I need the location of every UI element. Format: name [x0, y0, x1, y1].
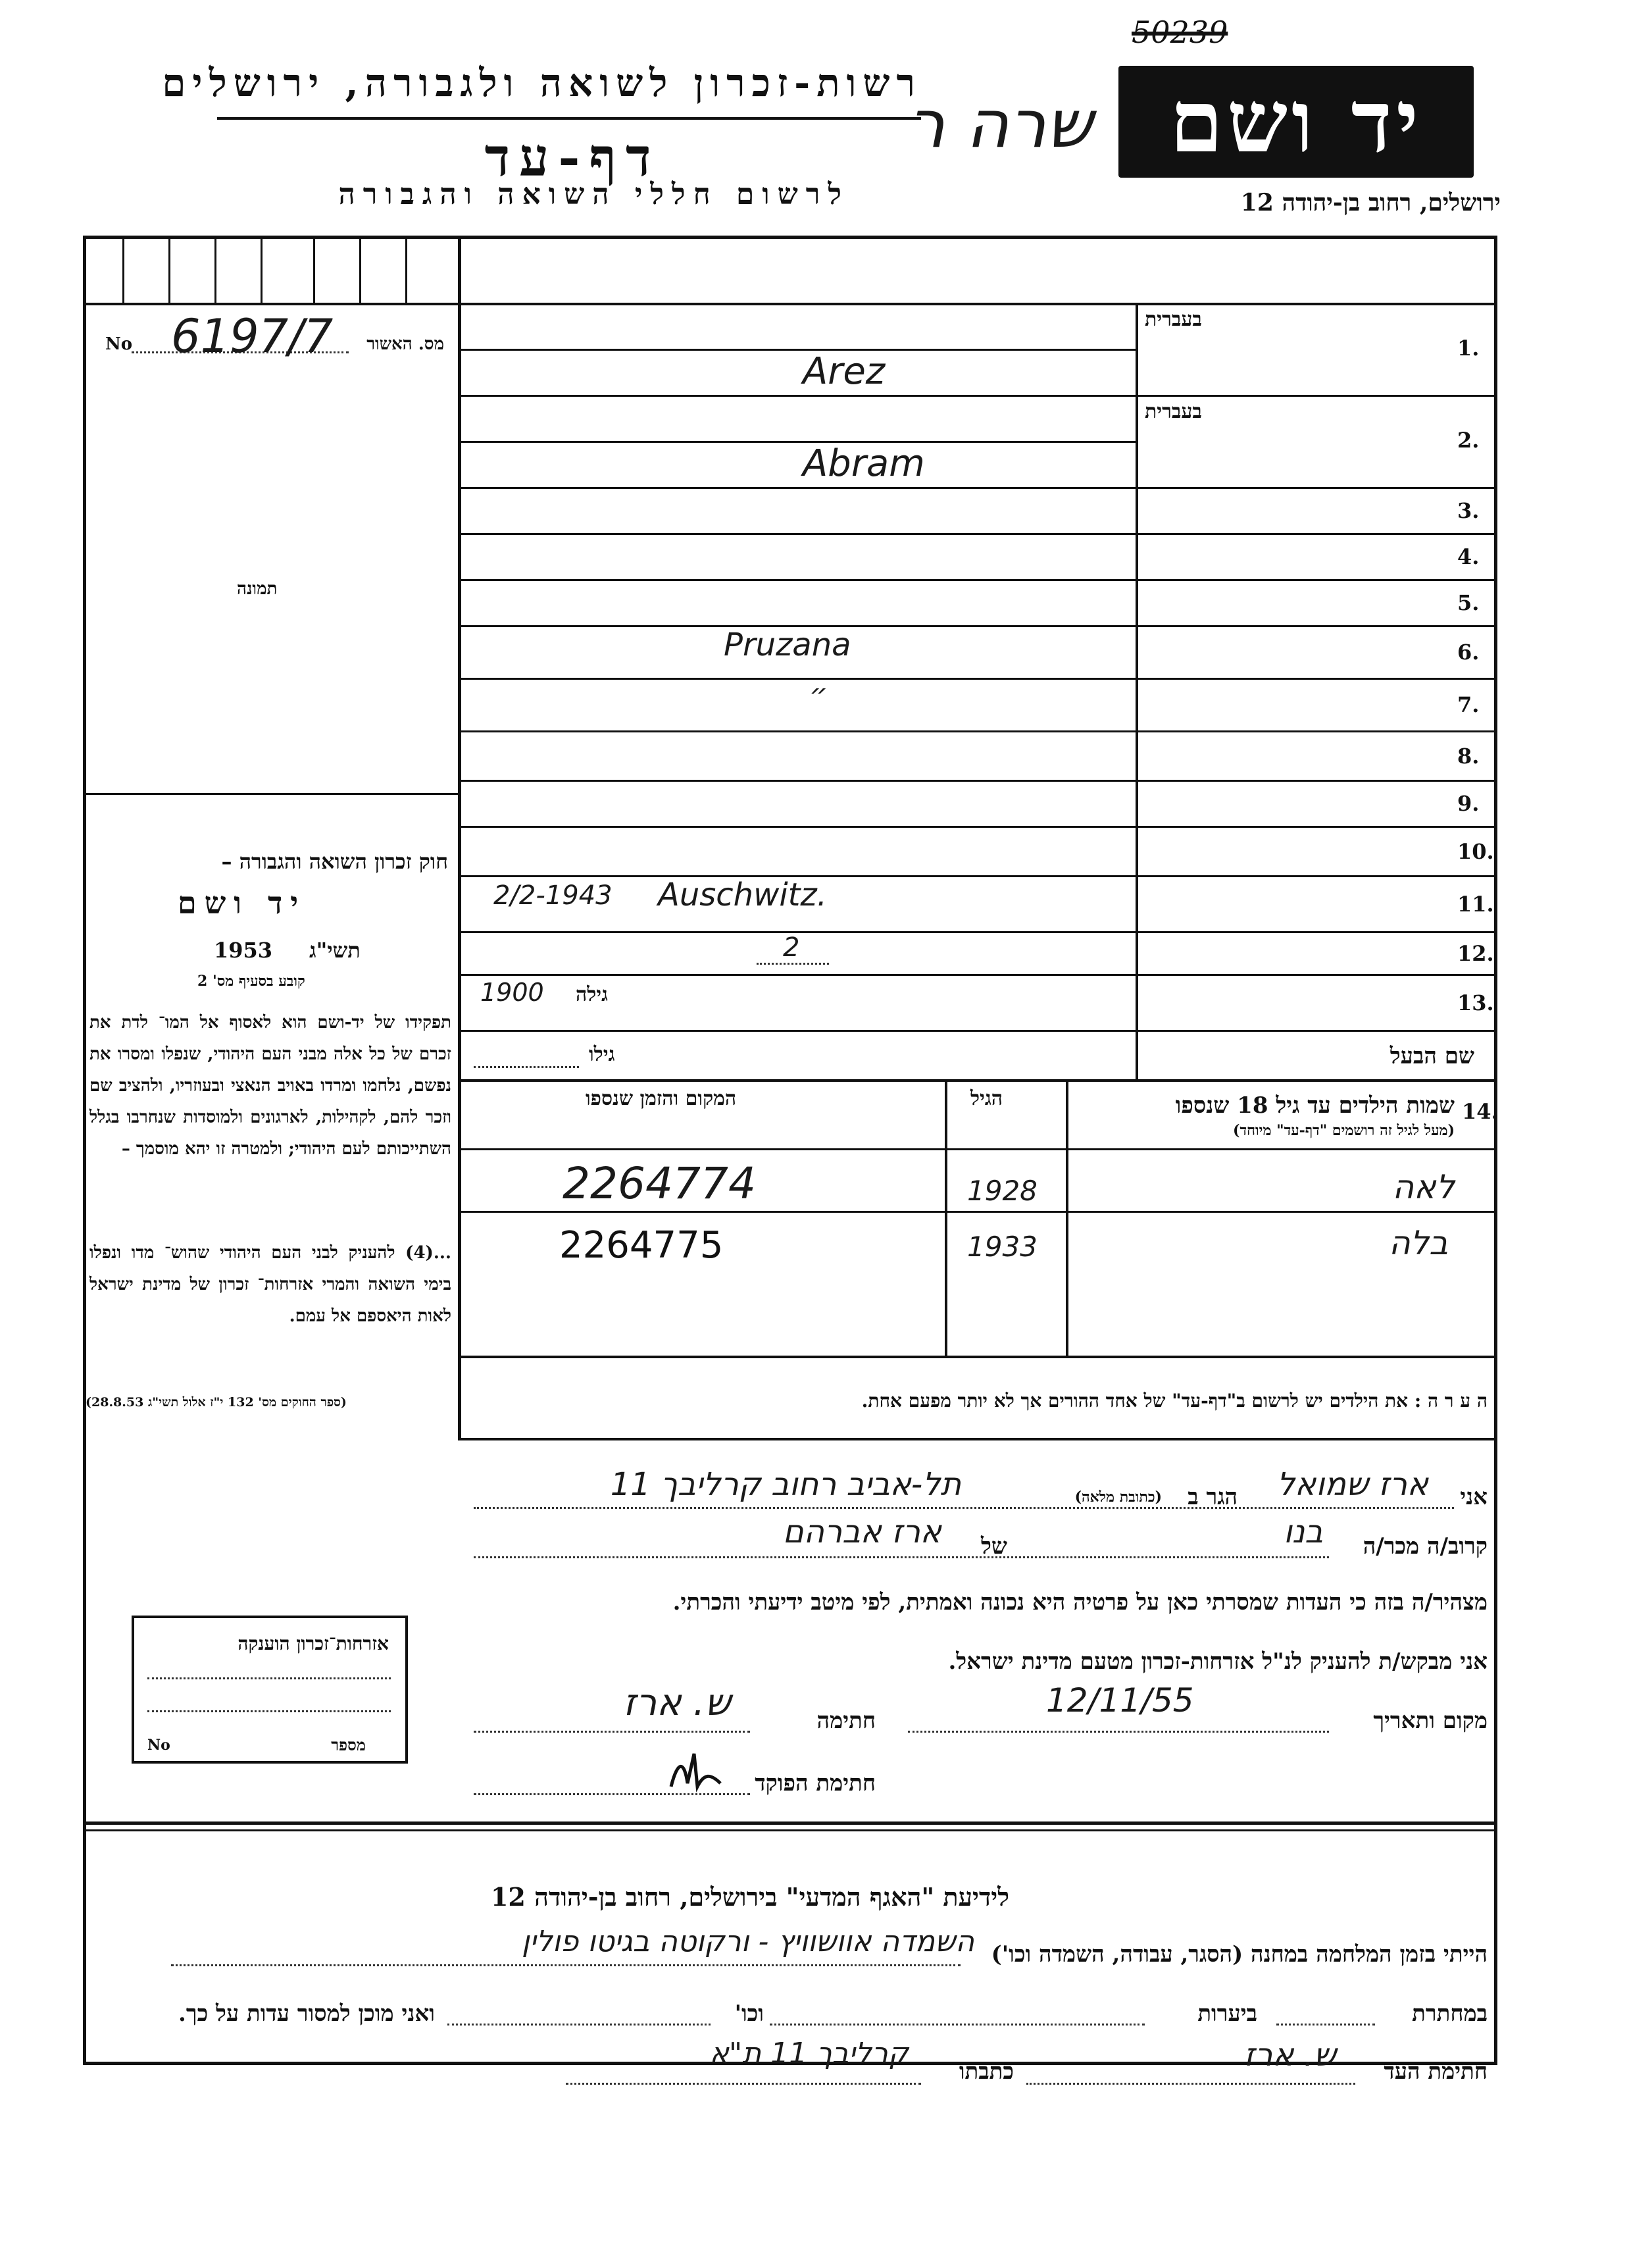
- field-number: 1.: [1457, 336, 1480, 361]
- wife-age-value: 1900: [480, 978, 544, 1007]
- field-number: 8.: [1457, 743, 1480, 769]
- law-title: חוק זכרון השואה והגבורה –: [221, 849, 448, 874]
- children-number: 14.: [1462, 1099, 1499, 1124]
- top-box-v4: [261, 236, 263, 303]
- declaration-line2-dots: [474, 1556, 1329, 1558]
- field-row-rule: [458, 780, 1497, 782]
- footer-line3-dots-a: [1026, 2083, 1355, 2085]
- declaration-place-date-value: 12/11/55: [1046, 1681, 1194, 1719]
- stamp-number: [1132, 14, 1228, 50]
- husband-label: שם הבעל: [1389, 1043, 1474, 1069]
- footer-line1-value: השמדה אוושוויץ - ורקוטה בגיטו פולין: [521, 1925, 974, 1958]
- declaration-resides-label: הגר ב: [1188, 1484, 1238, 1510]
- declaration-address: תל-אביב רחוב קרליבך 11: [610, 1466, 961, 1503]
- field-row-rule: [458, 678, 1497, 680]
- field-value-latin: Pruzana: [724, 626, 851, 663]
- field-mid-rule: [458, 349, 1136, 351]
- field-number: 2.: [1457, 428, 1480, 453]
- declaration-resides-sub: (כתובת מלאה): [1074, 1489, 1162, 1506]
- authority-underline: [217, 117, 921, 120]
- footer-line2-c: וכו': [734, 2000, 764, 2027]
- children-header-bottom: [458, 1148, 1497, 1150]
- field-number: 13.: [1457, 990, 1494, 1015]
- note-bottom: [458, 1438, 1497, 1440]
- children-col-age: הגיל: [970, 1087, 1003, 1110]
- husband-row-bottom: [458, 1079, 1497, 1082]
- field-number: 6.: [1457, 640, 1480, 665]
- field-row-rule: [458, 826, 1497, 828]
- field-mid-rule: [458, 441, 1136, 443]
- citizenship-title: אזרחות־זכרון הוענקה: [238, 1633, 389, 1654]
- stamp-number-text: 50239: [1132, 14, 1228, 50]
- declaration-line1-dots: [474, 1507, 1454, 1509]
- hebrew-tag: בעברית: [1145, 308, 1202, 331]
- citizenship-box: [132, 1616, 408, 1764]
- label-column-divider: [1136, 303, 1138, 1079]
- field-row-rule: [458, 395, 1497, 397]
- photo-label: תמונה: [237, 579, 278, 599]
- field-row-rule: [458, 875, 1497, 877]
- law-year-heb: תשי"ג: [309, 938, 361, 963]
- field-row-rule: [458, 533, 1497, 535]
- declaration-date-dots: [908, 1731, 1329, 1733]
- top-box-v1: [122, 236, 124, 303]
- child-name: לאה: [1392, 1168, 1455, 1206]
- child-ref: 2264774: [563, 1158, 756, 1209]
- law-clause: קובע בסעיף מס' 2: [197, 973, 305, 990]
- declaration-relative-label: קרוב/ה מכר/ה: [1363, 1533, 1488, 1560]
- field-row-rule: [458, 625, 1497, 627]
- field-number: 9.: [1457, 791, 1480, 816]
- footer-line2-b: ביערות: [1197, 2000, 1257, 2027]
- citizenship-no: No: [147, 1737, 170, 1754]
- footer-rule-2: [83, 1829, 1497, 1831]
- footer-line3-b: כתבתו: [959, 2058, 1014, 2085]
- header-handwritten-note: שרה ר: [908, 86, 1093, 163]
- children-v2: [1066, 1079, 1068, 1356]
- hebrew-tag: בעברית: [1145, 400, 1202, 423]
- officer-signature-mark: [664, 1747, 724, 1793]
- footer-line1: הייתי בזמן המלחמה במחנה (הסגר, עבודה, השמדה וכו'): [991, 1941, 1488, 1968]
- declaration-signature-value: ש. ארז: [623, 1681, 731, 1724]
- value-latin: Abram: [803, 442, 925, 485]
- declaration-signature-dots: [474, 1731, 750, 1733]
- husband-row-top: [458, 1030, 1497, 1032]
- husband-age-dots: [474, 1066, 579, 1068]
- children-subtitle: (מעל לגיל זה רושמים "דף-עד" מיוחד): [1233, 1122, 1455, 1139]
- child-ref: 2264775: [559, 1224, 724, 1267]
- field-value-latin: Auschwitz.: [658, 877, 827, 913]
- declaration-officer-dots: [474, 1793, 750, 1795]
- law-name: יד ושם: [178, 885, 307, 921]
- declaration-request: אני מבקש/ת להעניק לנ"ל אזרחות-זכרון מטעם מדינת ישראל.: [948, 1648, 1488, 1675]
- form-purpose: לרשום חללי השואה והגבורה: [338, 178, 849, 211]
- law-year: 1953: [214, 938, 273, 963]
- husband-age-label: גילו: [589, 1043, 615, 1066]
- footer-line2-d: ואני מוכן למסור עדות על כך.: [178, 2000, 435, 2027]
- citizenship-dots-2: [147, 1710, 391, 1712]
- top-box-v3: [214, 236, 216, 303]
- left-panel-divider: [458, 236, 461, 1440]
- approval-row: [92, 309, 451, 363]
- field-number: 7.: [1457, 692, 1480, 717]
- child-year: 1933: [967, 1231, 1038, 1263]
- field-number: 4.: [1457, 544, 1480, 569]
- declaration-signature-label: חתימה: [816, 1708, 876, 1734]
- children-col-place: המקום והזמן שנספו: [586, 1087, 737, 1110]
- value-latin: Arez: [803, 350, 886, 393]
- children-table-bottom: [458, 1356, 1497, 1358]
- footer-title: לידיעת "האגף המדעי" בירושלים, רחוב בן-יהודה 12: [490, 1882, 1010, 1912]
- law-text: תפקידו של יד-ושם הוא לאסוף אל המו־ לדת את זכרם של כל אלה מבני העם היהודי, שנפלו ומסרו את נפשם, נלחמו ומרדו באויב הנאצי ובעוזריו, ולהציב שם וזכר להם, לקהילות, לארגונים ולמוסדות שנחרבו בגלל השתייכותם לעם היהודי; ולמטרה זו יהא מוסמך –: [89, 1013, 451, 1159]
- authority-line: רשות-זכרון לשואה ולגבורה, ירושלים: [162, 61, 922, 105]
- children-v1: [945, 1079, 947, 1356]
- declaration-relative-value: בנו: [1283, 1514, 1323, 1550]
- footer-line3-signature: ש. ארז: [1243, 2037, 1336, 2074]
- declaration-i-value: ארז שמואל: [1276, 1466, 1428, 1503]
- footer-line1-dots: [171, 1964, 961, 1966]
- top-box-v7: [405, 236, 407, 303]
- footer-line3-address: קרליבך 11 ת"א: [709, 2037, 909, 2070]
- approval-label: מס. האשור: [366, 334, 444, 354]
- footer-rule-1: [83, 1821, 1497, 1825]
- citizenship-number-label: מספר: [331, 1735, 366, 1754]
- field-number: 12.: [1457, 940, 1494, 966]
- footer-line3-a: חתימת העד: [1384, 2058, 1488, 2085]
- top-box-bottom: [83, 303, 461, 305]
- top-row-line: [458, 303, 1497, 305]
- children-title: שמות הילדים עד גיל 18 שנספו: [1175, 1092, 1455, 1119]
- top-box-v2: [168, 236, 170, 303]
- children-count: 2: [783, 932, 800, 963]
- field-number: 10.: [1457, 838, 1494, 864]
- declaration-of-value: ארז אברהם: [782, 1514, 941, 1550]
- top-box-v5: [313, 236, 315, 303]
- yad-vashem-logo: [1118, 66, 1474, 178]
- wife-age-label: גילה: [576, 983, 609, 1006]
- child-year: 1928: [967, 1175, 1038, 1207]
- footer-line3-dots-b: [566, 2083, 921, 2085]
- approval-value: 6197/7: [171, 309, 334, 363]
- field-number: 3.: [1457, 498, 1480, 523]
- footer-line2-dots-c: [447, 2024, 711, 2025]
- field-row-rule: [458, 931, 1497, 933]
- declaration-statement: מצהיר/ה בזה כי העדות שמסרתי כאן על פרטיה היא נכונה ואמתית, לפי מיטב ידיעתי והכרתי.: [672, 1589, 1488, 1616]
- address: ירושלים, רחוב בן-יהודה 12: [1240, 189, 1501, 217]
- declaration-of-label: של: [981, 1533, 1007, 1560]
- child-name: בלה: [1389, 1224, 1448, 1262]
- children-note: ה ע ר ה : את הילדים יש לרשום ב"דף-עד" של אחד ההורים אך לא יותר מפעם אחת.: [861, 1390, 1488, 1412]
- footer-line2-a: במחתרת: [1412, 2000, 1488, 2027]
- children-row-divider: [458, 1211, 1497, 1213]
- photo-box-bottom: [83, 793, 461, 795]
- citizenship-dots-1: [147, 1677, 391, 1679]
- field-row-rule: [458, 730, 1497, 732]
- footer-line2-dots-a: [1276, 2024, 1375, 2025]
- field-number: 11.: [1457, 891, 1494, 917]
- ditto-mark: ״: [809, 678, 828, 711]
- death-date: 2/2-1943: [493, 880, 613, 911]
- footer-line2-dots-b: [770, 2024, 1145, 2025]
- field-row-rule: [458, 974, 1497, 976]
- children-count-dots: [757, 963, 829, 965]
- declaration-place-date-label: מקום ותאריך: [1373, 1708, 1488, 1734]
- approval-no-label: No: [105, 334, 133, 354]
- logo-text: יד ושם: [1169, 71, 1423, 172]
- law-reference: (ספר החוקים מס' 132 י"ז אלול תשי"ג 28.8.53): [86, 1395, 347, 1410]
- law-text-clause4: ...(4) להעניק לבני העם היהודי שהוש־ מדו ונפלו בימי השואה והמרי אזרחות־ זכרון של מדינת ישראל לאות היאספם אל עמם.: [89, 1243, 451, 1326]
- form-title: דף-עד: [484, 126, 661, 188]
- field-number: 5.: [1457, 590, 1480, 615]
- declaration-officer-label: חתימת הפוקד: [755, 1770, 876, 1796]
- declaration-i-label: אני: [1460, 1484, 1488, 1510]
- field-row-rule: [458, 579, 1497, 581]
- field-row-rule: [458, 487, 1497, 489]
- top-box-v6: [359, 236, 361, 303]
